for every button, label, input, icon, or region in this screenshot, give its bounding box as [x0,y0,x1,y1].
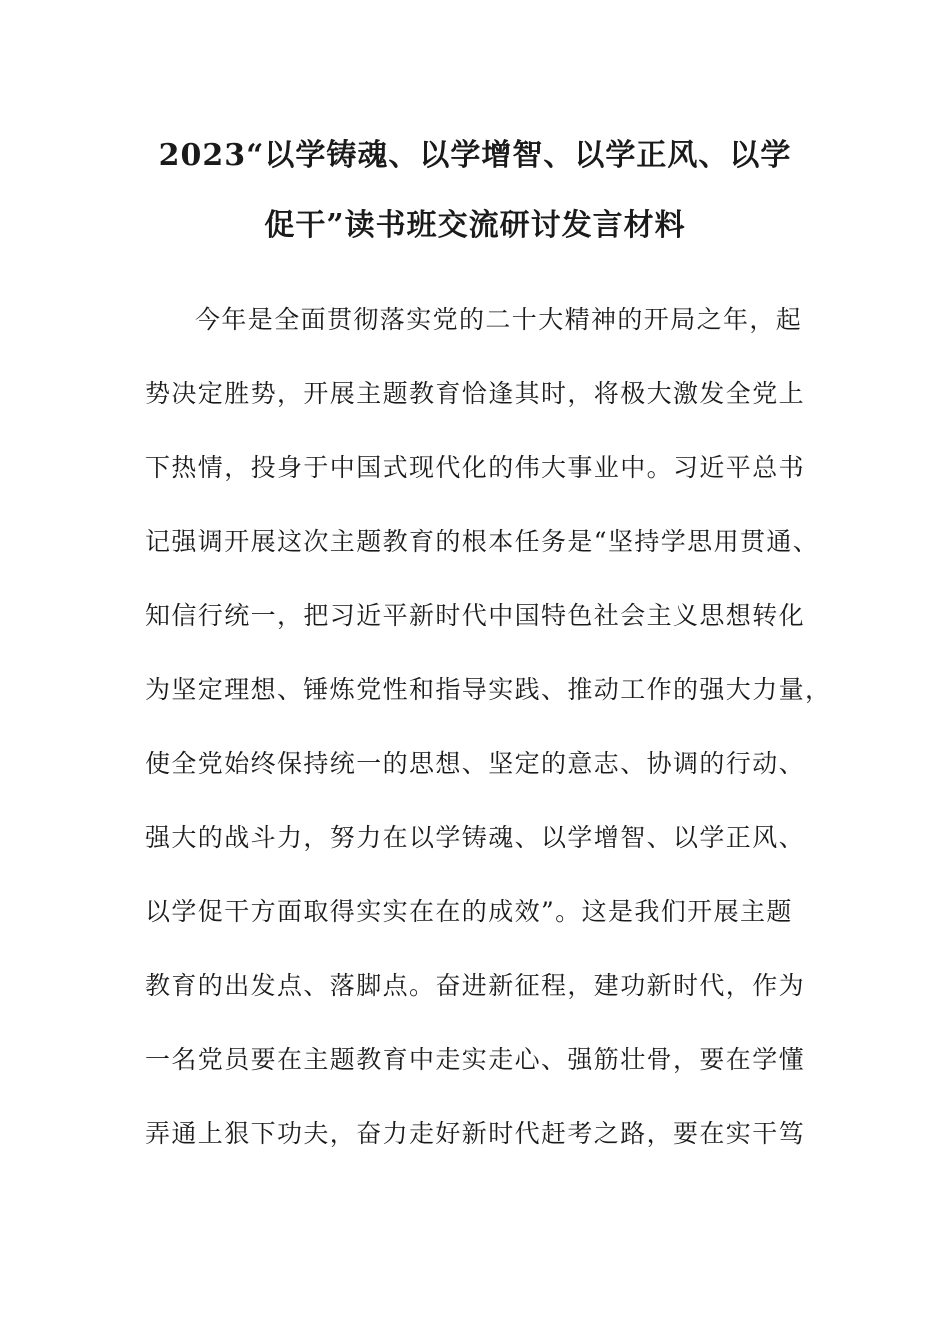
document-title-line-1: 2023“以学铸魂、以学增智、以学正风、以学 [158,138,792,173]
body-line-1: 今年是全面贯彻落实党的二十大精神的开局之年，起 [195,305,803,334]
body-line-12: 弄通上狠下功夫，奋力走好新时代赶考之路，要在实干笃 [145,1119,806,1148]
body-line-10: 教育的出发点、落脚点。奋进新征程，建功新时代，作为 [145,971,806,1000]
body-line-7: 使全党始终保持统一的思想、坚定的意志、协调的行动、 [145,749,806,778]
body-line-11: 一名党员要在主题教育中走实走心、强筋壮骨，要在学懂 [145,1045,806,1074]
document-title-line-2: 促干”读书班交流研讨发言材料 [264,208,686,243]
body-line-8: 强大的战斗力，努力在以学铸魂、以学增智、以学正风、 [145,823,806,852]
body-line-2: 势决定胜势，开展主题教育恰逢其时，将极大激发全党上 [145,379,806,408]
body-line-3: 下热情，投身于中国式现代化的伟大事业中。习近平总书 [145,453,806,482]
body-line-6: 为坚定理想、锤炼党性和指导实践、推动工作的强大力量， [145,675,832,704]
body-line-9: 以学促干方面取得实实在在的成效”。这是我们开展主题 [145,897,793,926]
body-line-5: 知信行统一，把习近平新时代中国特色社会主义思想转化 [145,601,806,630]
body-line-4: 记强调开展这次主题教育的根本任务是“坚持学思用贯通、 [145,527,820,556]
